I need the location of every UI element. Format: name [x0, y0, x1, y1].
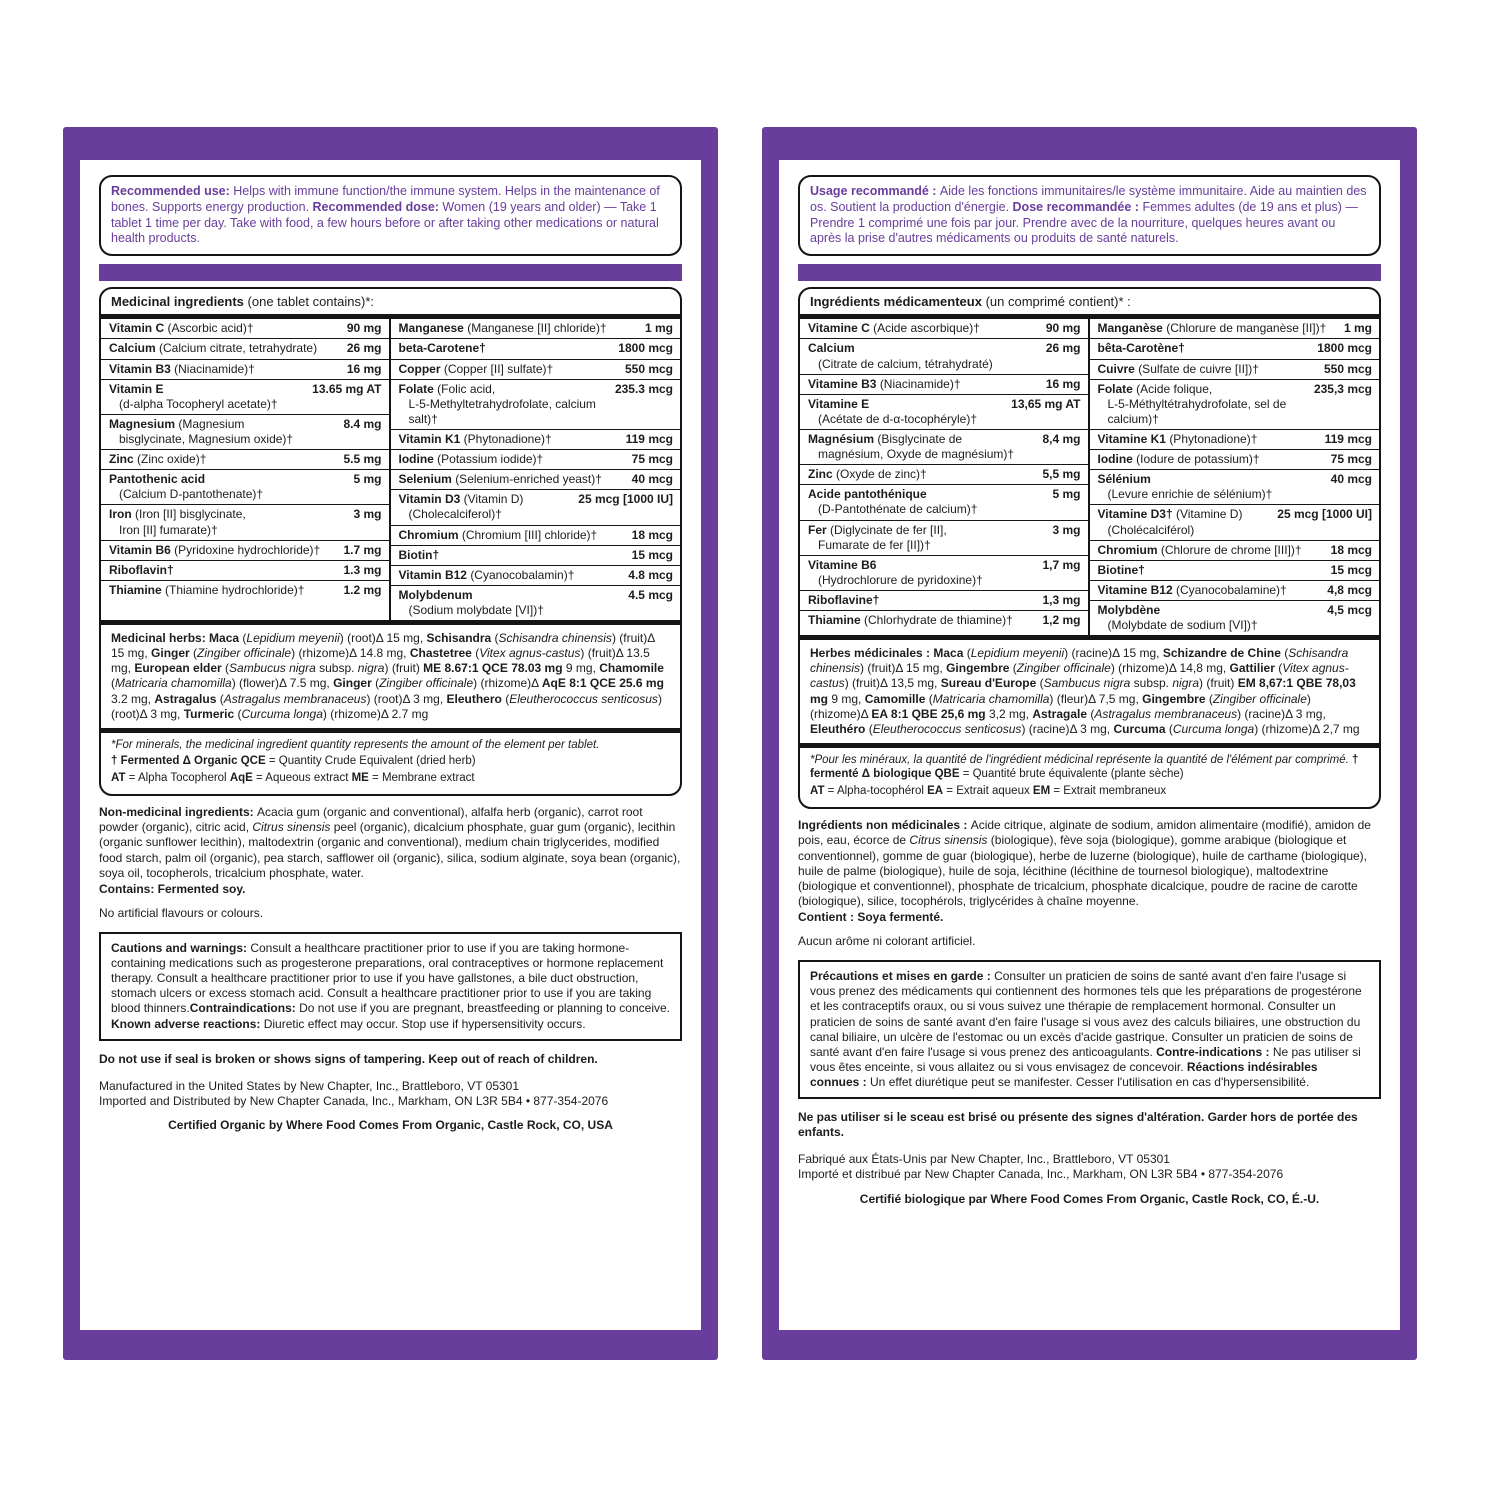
ingredient-name: Vitamine E (Acétate de d-α-tocophéryle)† — [808, 396, 978, 426]
table-row — [800, 521, 1088, 556]
ingredient-amount: 25 mcg [1000 IU] — [578, 492, 673, 507]
ingredient-name: Riboflavine† — [808, 593, 880, 608]
ingredient-name: Folate (Acide folique, L-5-Méthyltétrahydrofolate, sel de calcium)† — [1097, 381, 1287, 426]
ingredient-name: Biotine† — [1097, 562, 1145, 577]
manufacturer-info — [99, 1079, 682, 1109]
ingredient-name: Vitamine D3† (Vitamine D) (Cholécalciférol) — [1097, 507, 1243, 537]
medicinal-ingredients-heading: Ingrédients médicamenteux (un comprimé contient)* : — [810, 294, 1131, 309]
ingredient-amount: 1.2 mg — [343, 582, 382, 597]
table-row — [800, 611, 1088, 630]
ingredient-amount: 15 mcg — [631, 547, 673, 562]
ingredient-name: Thiamine (Chlorhydrate de thiamine)† — [808, 613, 1013, 628]
recommended-use-text: Recommended use: Helps with immune function/the immune system. Helps in the maintenance of bones. Supports energy production. Recommended dose: Women (19 years and older) — Take 1 tablet 1 time per day. Take with food, a few hours before or after taking other medications or natural health products. — [111, 184, 660, 246]
table-row — [391, 360, 681, 380]
ingredient-name: Zinc (Zinc oxide)† — [109, 452, 207, 467]
table-row — [101, 541, 389, 561]
table-row — [391, 470, 681, 490]
table-row — [1090, 505, 1380, 540]
ingredient-amount: 75 mcg — [631, 452, 673, 467]
table-row — [800, 430, 1088, 465]
table-row — [1090, 561, 1380, 581]
table-row — [1090, 430, 1380, 450]
certified-organic-line: Certifié biologique par Where Food Comes From Organic, Castle Rock, CO, É.-U. — [859, 1191, 1320, 1206]
ingredient-amount: 25 mcg [1000 UI] — [1277, 507, 1372, 522]
ingredient-amount: 90 mg — [1045, 321, 1081, 336]
ingredient-name: Iodine (Iodure de potassium)† — [1097, 452, 1260, 467]
ingredient-amount: 1 mg — [1343, 321, 1372, 336]
ingredient-amount: 8.4 mg — [343, 416, 382, 431]
table-row — [1090, 319, 1380, 339]
label-content-french — [779, 160, 1400, 1330]
recommended-use-box — [798, 175, 1381, 256]
table-row — [391, 566, 681, 586]
ingredient-amount: 4.5 mcg — [628, 587, 673, 602]
table-row — [391, 586, 681, 620]
table-row — [391, 339, 681, 359]
table-row — [101, 505, 389, 540]
imported-line: Importé et distribué par New Chapter Canada, Inc., Markham, ON L3R 5B4 • 877-354-2076 — [798, 1167, 1284, 1182]
footnote-legend-2: AT = Alpha Tocopherol AqE = Aqueous extract ME = Membrane extract — [111, 771, 475, 784]
ingredient-name: Chromium (Chromium [III] chloride)† — [398, 527, 598, 542]
ingredient-name: Cuivre (Sulfate de cuivre [II])† — [1097, 361, 1259, 376]
table-row — [101, 415, 389, 450]
ingredient-name: Vitamin B6 (Pyridoxine hydrochloride)† — [109, 542, 321, 557]
table-row — [800, 591, 1088, 611]
ingredients-table — [101, 319, 680, 620]
ingredient-name: Magnésium (Bisglycinate de magnésium, Oxyde de magnésium)† — [808, 432, 1015, 462]
certified-organic-line: Certified Organic by Where Food Comes From Organic, Castle Rock, CO, USA — [168, 1117, 613, 1132]
table-row — [1090, 339, 1380, 359]
ingredient-name: Vitamin B12 (Cyanocobalamin)† — [398, 567, 575, 582]
ingredient-name: Riboflavin† — [109, 562, 174, 577]
ingredient-amount: 550 mcg — [624, 361, 673, 376]
ingredient-name: Manganese (Manganese [II] chloride)† — [398, 321, 607, 336]
ingredient-amount: 1.7 mg — [343, 542, 382, 557]
table-row — [1090, 470, 1380, 505]
ingredient-amount: 13.65 mg AT — [312, 381, 382, 396]
manufactured-line: Manufactured in the United States by New Chapter, Inc., Brattleboro, VT 05301 — [99, 1078, 520, 1093]
footnotes — [800, 748, 1379, 807]
ingredient-name: Biotin† — [398, 547, 440, 562]
ingredient-name: Vitamin D3 (Vitamin D) (Cholecalciferol)† — [398, 492, 524, 522]
footnote-minerals: *For minerals, the medicinal ingredient quantity represents the amount of the element per tablet. — [111, 738, 600, 751]
table-row — [391, 380, 681, 430]
ingredient-name: Zinc (Oxyde de zinc)† — [808, 467, 927, 482]
ingredient-name: Molybdenum (Sodium molybdate [VI])† — [398, 587, 544, 618]
purple-divider-bar — [798, 264, 1381, 281]
table-row — [800, 339, 1088, 374]
cautions-box: Cautions and warnings: Consult a healthcare practitioner prior to use if you are taking hormone-containing medications such as progesterone preparations, oral contraceptives or hormone replacement therapy. Consult a healthcare practitioner prior to use if you have gallstones, a bile duct obstruction, stomach ulcers or excess stomach acid. Consult a healthcare practitioner prior to use if you are taking blood thinners.Contraindications: Do not use if you are pregnant, breastfeeding or planning to conceive. Known adverse reactions: Diuretic effect may occur. Stop use if hypersensitivity occurs. — [99, 932, 682, 1041]
ingredient-name: Vitamin C (Ascorbic acid)† — [109, 321, 254, 336]
ingredient-name: Vitamine C (Acide ascorbique)† — [808, 321, 980, 336]
ingredient-amount: 18 mcg — [631, 527, 673, 542]
ingredient-name: Pantothenic acid (Calcium D-pantothenate)† — [109, 472, 264, 502]
ingredient-name: Vitamine K1 (Phytonadione)† — [1097, 432, 1258, 447]
imported-line: Imported and Distributed by New Chapter Canada, Inc., Markham, ON L3R 5B4 • 877-354-2076 — [99, 1093, 609, 1108]
ingredient-amount: 26 mg — [346, 341, 382, 356]
purple-divider-bar — [99, 264, 682, 281]
table-row — [101, 339, 389, 359]
ingredient-amount: 4.8 mcg — [628, 567, 673, 582]
ingredient-amount: 13,65 mg AT — [1011, 396, 1081, 411]
ingredient-amount: 16 mg — [1045, 376, 1081, 391]
medicinal-herbs-text: Herbes médicinales : Maca (Lepidium meyenii) (racine)Δ 15 mg, Schizandre de Chine (Schisandra chinensis) (fruit)Δ 15 mg, Gingembre (Zingiber officinale) (rhizome)Δ 14,8 mg, Gattilier (Vitex agnus-castus) (fruit)Δ 13,5 mg, Sureau d'Europe (Sambucus nigra subsp. nigra) (fruit) EM 8,67:1 QBE 78,03 mg 9 mg, Camomille (Matricaria chamomilla) (fleur)Δ 7,5 mg, Gingembre (Zingiber officinale) (rhizome)Δ EA 8:1 QBE 25,6 mg 3,2 mg, Astragale (Astragalus membranaceus) (racine)Δ 3 mg, Eleuthéro (Eleutherococcus senticosus) (racine)Δ 3 mg, Curcuma (Curcuma longa) (rhizome)Δ 2,7 mg — [810, 646, 1360, 736]
ingredient-name: Iron (Iron [II] bisglycinate, Iron [II] fumarate)† — [109, 507, 246, 537]
ingredient-name: bêta-Carotène† — [1097, 341, 1185, 356]
non-medicinal-ingredients-text: Ingrédients non médicinales : Acide citrique, alginate de sodium, amidon alimentaire (modifié), amidon de pois, eau, écorce de Citrus sinensis (biologique), fève soja (biologique), gomme arabique (biologique et conventionnel), gomme de guar (biologique), herbe de luzerne (biologique), huile de carthame (biologique), huile de palme (biologique), huile de soja, lécithine (lécithine de tournesol biologique), maltodextrine (biologique et conventionnel), phosphate de tricalcium, phosphate dicalcique, poudre de racine de carotte (biologique), silice, tocophérols, triglycérides à chaîne moyenne. — [798, 818, 1371, 908]
ingredient-amount: 5 mg — [1052, 487, 1081, 502]
ingredient-amount: 119 mcg — [625, 432, 673, 447]
contains-statement: Contient : Soya fermenté. — [798, 910, 944, 924]
ingredient-amount: 235.3 mcg — [614, 381, 673, 396]
ingredients-column-left — [101, 319, 391, 620]
recommended-use-text: Usage recommandé : Aide les fonctions immunitaires/le système immunitaire. Aide au maintien des os. Soutient la production d'énergie. Dose recommandée : Femmes adultes (de 19 ans et plus) — Prendre 1 comprimé une fois par jour. Prendre avec de la nourriture, quelques heures avant ou après la prise d'autres médicaments ou produits de santé naturels. — [810, 184, 1367, 246]
ingredient-name: Vitamine B12 (Cyanocobalamine)† — [1097, 582, 1287, 597]
table-row — [101, 319, 389, 339]
table-row — [1090, 581, 1380, 601]
table-row — [391, 430, 681, 450]
ingredient-name: Calcium (Calcium citrate, tetrahydrate) — [109, 341, 318, 356]
ingredient-name: Folate (Folic acid, L-5-Methyltetrahydrofolate, calcium salt)† — [398, 381, 596, 426]
ingredient-amount: 4,8 mcg — [1327, 582, 1372, 597]
table-row — [101, 450, 389, 470]
ingredient-amount: 90 mg — [346, 321, 382, 336]
ingredient-name: Selenium (Selenium-enriched yeast)† — [398, 472, 602, 487]
ingredient-name: Molybdène (Molybdate de sodium [VI])† — [1097, 603, 1258, 633]
ingredient-amount: 1,2 mg — [1042, 613, 1081, 628]
cautions-box: Précautions et mises en garde : Consulter un praticien de soins de santé avant d'en faire l'usage si vous prenez des médicaments qui contiennent des hormones tels que les préparations de progestérone et les contraceptifs oraux, ou si vous suivez une thérapie de remplacement hormonal. Consulter un praticien de soins de santé avant d'en faire l'usage si vous avez des calculs biliaires, une obstruction du canal biliaire, un ulcère de l'estomac ou un excès d'acide gastrique. Consulter un praticien de soins de santé avant d'en faire l'usage si vous prenez des anticoagulants. Contre-indications : Ne pas utiliser si vous êtes enceinte, si vous allaitez ou si vous envisagez de concevoir. Réactions indésirables connues : Un effet diurétique peut se manifester. Cesser l'utilisation en cas d'hypersensibilité. — [798, 960, 1381, 1099]
table-row — [1090, 450, 1380, 470]
ingredient-amount: 5,5 mg — [1042, 467, 1081, 482]
ingredient-amount: 40 mcg — [631, 472, 673, 487]
no-artificial-statement: Aucun arôme ni colorant artificiel. — [798, 934, 976, 949]
footnote-minerals: *Pour les minéraux, la quantité de l'ingrédient médicinal représente la quantité de l'élément par comprimé. † fermenté Δ biologique QBE = Quantité brute équivalente (plante sèche) — [810, 753, 1359, 781]
table-row — [391, 526, 681, 546]
ingredient-name: Chromium (Chlorure de chrome [III])† — [1097, 542, 1302, 557]
ingredient-amount: 40 mcg — [1330, 472, 1372, 487]
ingredient-name: Acide pantothénique (D-Pantothénate de calcium)† — [808, 487, 978, 517]
non-medicinal-ingredients-text: Non-medicinal ingredients: Acacia gum (organic and conventional), alfalfa herb (organic), carrot root powder (organic), citric acid, Citrus sinensis peel (organic), dicalcium phosphate, guar gum (organic), lecithin (organic sunflower lecithin), maltodextrin (organic and conventional), medium chain triglycerides, modified food starch, palm oil (organic), pea starch, safflower oil (organic), silica, sodium alginate, soya bean (organic), soya oil, tocopherols, tricalcium phosphate, water. — [99, 805, 681, 880]
ingredient-name: Iodine (Potassium iodide)† — [398, 452, 544, 467]
ingredient-amount: 26 mg — [1045, 341, 1081, 356]
ingredient-name: Magnesium (Magnesium bisglycinate, Magnesium oxide)† — [109, 416, 294, 447]
ingredient-amount: 1,3 mg — [1042, 593, 1081, 608]
ingredient-name: beta-Carotene† — [398, 341, 486, 356]
ingredient-amount: 5.5 mg — [343, 452, 382, 467]
table-row — [800, 465, 1088, 485]
ingredient-amount: 1 mg — [644, 321, 673, 336]
ingredient-amount: 1800 mcg — [1317, 341, 1372, 356]
table-row — [391, 450, 681, 470]
label-content-english — [80, 160, 701, 1330]
medicinal-ingredients-box — [99, 287, 682, 796]
table-row — [800, 395, 1088, 430]
table-row — [800, 375, 1088, 395]
ingredient-amount: 4,5 mcg — [1327, 603, 1372, 618]
table-row — [101, 360, 389, 380]
table-row — [391, 490, 681, 525]
table-row — [391, 319, 681, 339]
ingredient-amount: 1800 mcg — [618, 341, 673, 356]
ingredient-name: Sélénium (Levure enrichie de sélénium)† — [1097, 472, 1273, 502]
ingredient-name: Vitamin E (d-alpha Tocopheryl acetate)† — [109, 381, 278, 411]
ingredient-amount: 3 mg — [1052, 522, 1081, 537]
contains-statement: Contains: Fermented soy. — [99, 881, 246, 896]
table-row — [1090, 360, 1380, 380]
recommended-use-box — [99, 175, 682, 256]
manufactured-line: Fabriqué aux États-Unis par New Chapter, Inc., Brattleboro, VT 05301 — [798, 1152, 1170, 1167]
ingredient-amount: 1.3 mg — [343, 562, 382, 577]
ingredient-name: Vitamin K1 (Phytonadione)† — [398, 432, 552, 447]
table-row — [800, 556, 1088, 591]
table-row — [101, 581, 389, 600]
footnote-legend-1: AT = Alpha-tocophérol EA = Extrait aqueux EM = Extrait membraneux — [810, 784, 1167, 797]
ingredient-name: Calcium (Citrate de calcium, tétrahydraté) — [808, 341, 993, 371]
ingredients-column-right — [391, 319, 681, 620]
ingredient-amount: 3 mg — [353, 507, 382, 522]
table-row — [1090, 541, 1380, 561]
ingredient-amount: 8,4 mg — [1042, 432, 1081, 447]
seal-warning: Do not use if seal is broken or shows signs of tampering. Keep out of reach of children. — [99, 1051, 598, 1066]
label-panel-french — [762, 127, 1417, 1360]
ingredient-name: Manganèse (Chlorure de manganèse [II])† — [1097, 321, 1327, 336]
label-panel-english — [63, 127, 718, 1360]
ingredients-table — [800, 319, 1379, 635]
medicinal-herbs-text: Medicinal herbs: Maca (Lepidium meyenii) (root)Δ 15 mg, Schisandra (Schisandra chinensis) (fruit)Δ 15 mg, Ginger (Zingiber officinale) (rhizome)Δ 14.8 mg, Chastetree (Vitex agnus-castus) (fruit)Δ 13.5 mg, European elder (Sambucus nigra subsp. nigra) (fruit) ME 8.67:1 QCE 78.03 mg 9 mg, Chamomile (Matricaria chamomilla) (flower)Δ 7.5 mg, Ginger (Zingiber officinale) (rhizome)Δ AqE 8:1 QCE 25.6 mg 3.2 mg, Astragalus (Astragalus membranaceus) (root)Δ 3 mg, Eleuthero (Eleutherococcus senticosus) (root)Δ 3 mg, Turmeric (Curcuma longa) (rhizome)Δ 2.7 mg — [111, 631, 664, 721]
table-row — [101, 380, 389, 415]
ingredient-amount: 16 mg — [346, 361, 382, 376]
no-artificial-statement: No artificial flavours or colours. — [99, 905, 264, 920]
table-row — [800, 319, 1088, 339]
table-row — [1090, 601, 1380, 635]
ingredient-amount: 75 mcg — [1330, 452, 1372, 467]
ingredient-amount: 1,7 mg — [1042, 557, 1081, 572]
ingredient-name: Vitamin B3 (Niacinamide)† — [109, 361, 255, 376]
ingredient-name: Vitamine B3 (Niacinamide)† — [808, 376, 961, 391]
ingredient-name: Vitamine B6 (Hydrochlorure de pyridoxine)† — [808, 557, 983, 587]
ingredient-amount: 15 mcg — [1330, 562, 1372, 577]
table-row — [101, 470, 389, 505]
medicinal-ingredients-heading: Medicinal ingredients (one tablet contains)*: — [111, 294, 374, 309]
table-row — [101, 561, 389, 581]
ingredients-column-left — [800, 319, 1090, 635]
ingredient-amount: 119 mcg — [1324, 432, 1372, 447]
table-row — [800, 485, 1088, 520]
table-row — [391, 546, 681, 566]
footnote-legend-1: † Fermented Δ Organic QCE = Quantity Crude Equivalent (dried herb) — [111, 755, 476, 768]
manufacturer-info — [798, 1152, 1381, 1182]
ingredient-amount: 235,3 mcg — [1313, 381, 1372, 396]
ingredient-name: Thiamine (Thiamine hydrochloride)† — [109, 582, 305, 597]
ingredients-column-right — [1090, 319, 1380, 635]
ingredient-name: Fer (Diglycinate de fer [II], Fumarate de fer [II])† — [808, 522, 947, 552]
medicinal-ingredients-box — [798, 287, 1381, 809]
seal-warning: Ne pas utiliser si le sceau est brisé ou présente des signes d'altération. Garder hors de portée des enfants. — [798, 1110, 1358, 1140]
ingredient-amount: 550 mcg — [1323, 361, 1372, 376]
footnotes — [101, 733, 680, 794]
ingredient-amount: 5 mg — [353, 472, 382, 487]
ingredient-amount: 18 mcg — [1330, 542, 1372, 557]
ingredient-name: Copper (Copper [II] sulfate)† — [398, 361, 554, 376]
table-row — [1090, 380, 1380, 430]
